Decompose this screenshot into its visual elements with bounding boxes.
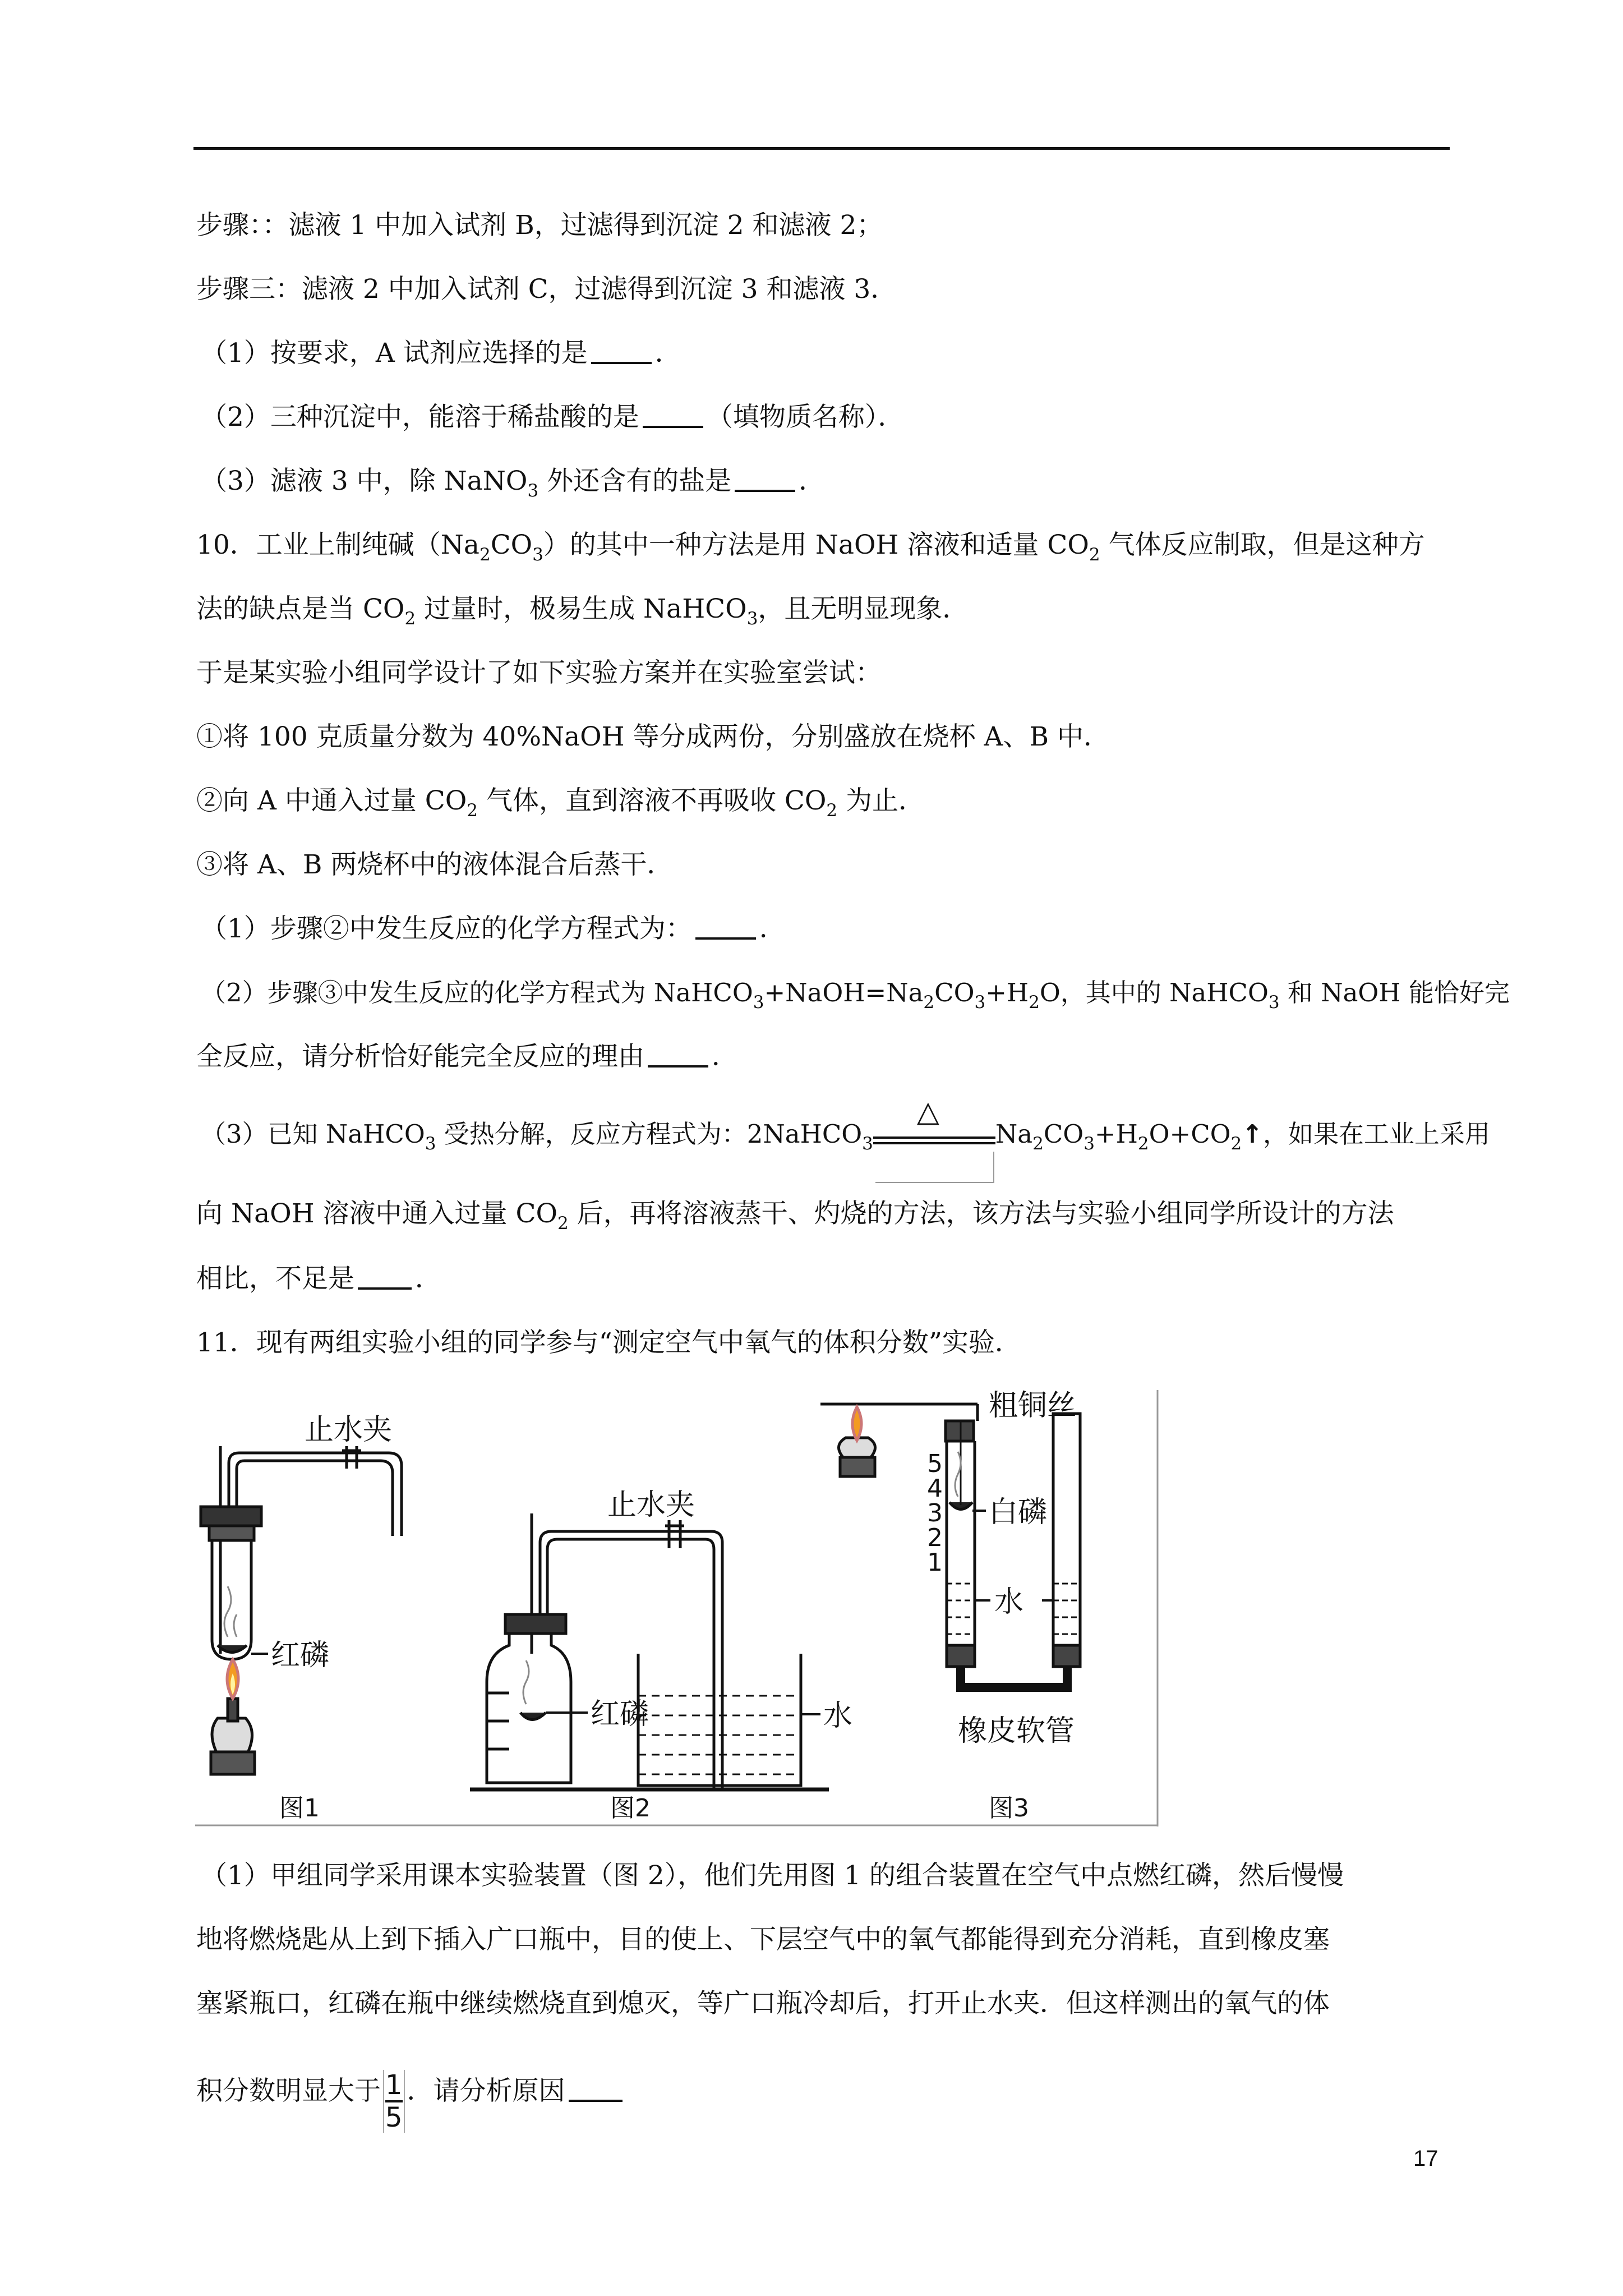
- fig3-copper-wire-label: 粗铜丝: [989, 1390, 1077, 1423]
- question-10-line: 10．工业上制纯碱$(Na_2CO_3)$的其中一种方法是用 NaOH 溶液和适量 $CO_2$ 气体反应制取，但是这种方: [196, 530, 1425, 565]
- answer-blank[interactable]: [569, 2079, 623, 2102]
- answer-blank[interactable]: [591, 342, 652, 364]
- answer-blank[interactable]: [643, 406, 703, 428]
- answer-blank[interactable]: [695, 917, 756, 940]
- fig2-clamp-label: 止水夹: [607, 1488, 695, 1522]
- svg-text:5: 5: [927, 1450, 943, 1478]
- svg-text:2: 2: [927, 1524, 943, 1552]
- heating-condition-sign: △: [873, 1121, 995, 1148]
- svg-text:4: 4: [927, 1474, 943, 1503]
- text-line: 向 NaOH 溶液中通入过量 $CO_2$ 后，再将溶液蒸干、灼烧的方法，该方法与实验小组同学所设计的方法: [196, 1198, 1394, 1234]
- fig3-rubber-tube-label: 橡皮软管: [958, 1714, 1075, 1748]
- answer-blank[interactable]: [648, 1045, 708, 1068]
- answer-blank[interactable]: [358, 1267, 412, 1290]
- text-line: 塞紧瓶口，红磷在瓶中继续燃烧直到熄灭，等广口瓶冷却后，打开止水夹．但这样测出的氧气的体: [196, 1988, 1330, 2019]
- text-line: 步骤三：滤液 2 中加入试剂 C，过滤得到沉淀 3 和滤液 3．: [196, 274, 897, 305]
- question-line: （1）步骤②中发生反应的化学方程式为： ．: [201, 913, 786, 944]
- question-line: （1）按要求，A 试剂应选择的是 ．: [201, 338, 681, 369]
- text-line: 步骤：：滤液 1 中加入试剂 B，过滤得到沉淀 2 和滤液 2；: [196, 210, 883, 241]
- header-rule: [193, 147, 1450, 150]
- fig3-scale: [927, 1450, 943, 1577]
- fig3-caption: 图3: [989, 1794, 1029, 1823]
- fig1-clamp-label: 止水夹: [305, 1413, 393, 1447]
- answer-blank[interactable]: [735, 470, 795, 492]
- question-line: 相比，不足是 ．: [196, 1263, 441, 1294]
- apparatus-figure: [195, 1390, 1160, 1828]
- fig3-white-phosphorus-label: 白磷: [989, 1496, 1048, 1529]
- question-line: 积分数明显大于 $\frac{1}{5}$ ．请分析原因: [196, 2070, 1450, 2133]
- text-line: 于是某实验小组同学设计了如下实验方案并在实验室尝试：: [196, 657, 882, 688]
- page-number: 17: [1413, 2146, 1438, 2171]
- question-line: （2）三种沉淀中，能溶于稀盐酸的是 （填物质名称）．: [201, 402, 905, 432]
- fraction-one-fifth: $\frac{1}{5}$: [383, 2070, 405, 2133]
- text-line: 法的缺点是当 $CO_2$ 过量时，极易生成 NaHCO$_3$，且无明显现象．: [196, 593, 969, 629]
- text-line: （1）甲组同学采用课本实验装置（图 2），他们先用图 1 的组合装置在空气中点燃红磷，然后慢慢: [201, 1860, 1344, 1891]
- gas-arrow-icon: ↑: [1242, 1119, 1263, 1149]
- fig1-caption: 图1: [279, 1794, 320, 1823]
- svg-text:1: 1: [927, 1548, 943, 1577]
- fig1-red-phosphorus-label: 红磷: [271, 1639, 330, 1672]
- text-line: ①将 100 克质量分数为 40%NaOH 等分成两份，分别盛放在烧杯 A、B 中．: [196, 721, 1110, 752]
- fig2-caption: 图2: [610, 1794, 651, 1823]
- equation-line: （3）已知 NaHCO$_3$ 受热分解，反应方程式为：2NaHCO$_3$ △ $Na_2CO_3+H_2O+CO_2↑$，如果在工业上采用: [201, 1121, 1455, 1148]
- question-line: 全反应，请分析恰好能完全反应的理由 ．: [196, 1041, 738, 1072]
- fig3-water-label: 水: [994, 1585, 1024, 1619]
- question-11-line: 11．现有两组实验小组的同学参与“测定空气中氧气的体积分数”实验．: [196, 1327, 1021, 1358]
- text-line: ③将 A、B 两烧杯中的液体混合后蒸干．: [196, 849, 674, 880]
- fig2-water-label: 水: [823, 1699, 853, 1733]
- question-line: （3）滤液 3 中，除 NaNO$_3$ 外还含有的盐是 ．: [201, 466, 826, 501]
- svg-text:3: 3: [927, 1499, 943, 1527]
- text-line: ②向 A 中通入过量 $CO_2$ 气体，直到溶液不再吸收 $CO_2$ 为止．: [196, 785, 925, 821]
- question-line: （2）步骤③中发生反应的化学方程式为 $NaHCO_3+NaOH=Na_2CO_3+H_2O$，其中的 NaHCO$_3$ 和 NaOH 能恰好完: [201, 978, 1510, 1013]
- fig2-red-phosphorus-label: 红磷: [591, 1697, 649, 1731]
- text-line: 地将燃烧匙从上到下插入广口瓶中，目的使上、下层空气中的氧气都能得到充分消耗，直到橡皮塞: [196, 1924, 1330, 1955]
